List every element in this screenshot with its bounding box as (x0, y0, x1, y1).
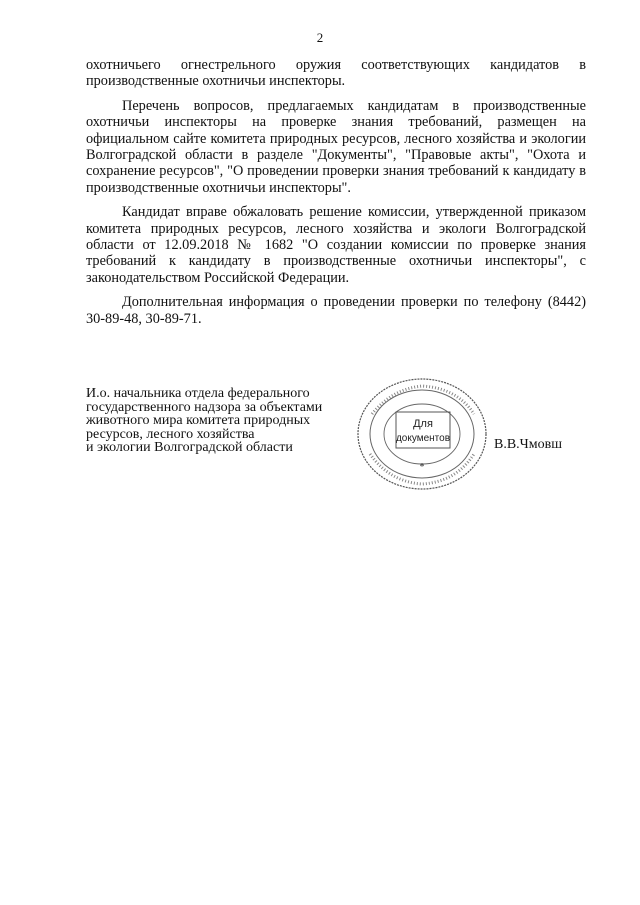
signatory-position (86, 387, 356, 455)
stamp-text-line: документов (395, 433, 451, 444)
paragraph-4: Дополнительная информация о проведении проверки по телефону (8442) 30-89-48, 30-89-71. (86, 294, 586, 327)
star-icon: * (419, 462, 425, 473)
position-line: животного мира комитета природных (86, 413, 311, 429)
signer-name: В.В.Чмовш (494, 437, 563, 452)
position-line: и экологии Волгоградской области (86, 440, 293, 456)
paragraph-2: Перечень вопросов, предлагаемых кандидатам в производственные охотничьи инспекторы на проверке знания требований, размещен на официальном сайте комитета природных ресурсов, лесного хозяйства и экологии Волгоградской области в разделе "Документы", "Правовые акты", "Охота и сохранение ресурсов", "О проведении проверки знания требований к кандидату в производственные охотничьи инспекторы". (86, 97, 586, 196)
page-number: 2 (316, 30, 324, 45)
document-body (86, 57, 586, 335)
paragraph-1: охотничьего огнестрельного оружия соответствующих кандидатов в производственные охотничьи инспекторы. (86, 57, 586, 90)
stamp-text-line: Для (413, 418, 433, 430)
position-line: государственного надзора за объектами (86, 399, 323, 415)
official-stamp (352, 374, 492, 494)
position-line: ресурсов, лесного хозяйства (86, 426, 255, 442)
paragraph-3: Кандидат вправе обжаловать решение комиссии, утвержденной приказом комитета природных ресурсов, лесного хозяйства и экологи Волгоградской области от 12.09.2018 № 1682 "О создании комиссии по проверке знания требований к кандидату в производственные охотничьи инспекторы", с законодательством Российской Федерации. (86, 204, 586, 286)
position-line: И.о. начальника отдела федерального (86, 386, 310, 401)
